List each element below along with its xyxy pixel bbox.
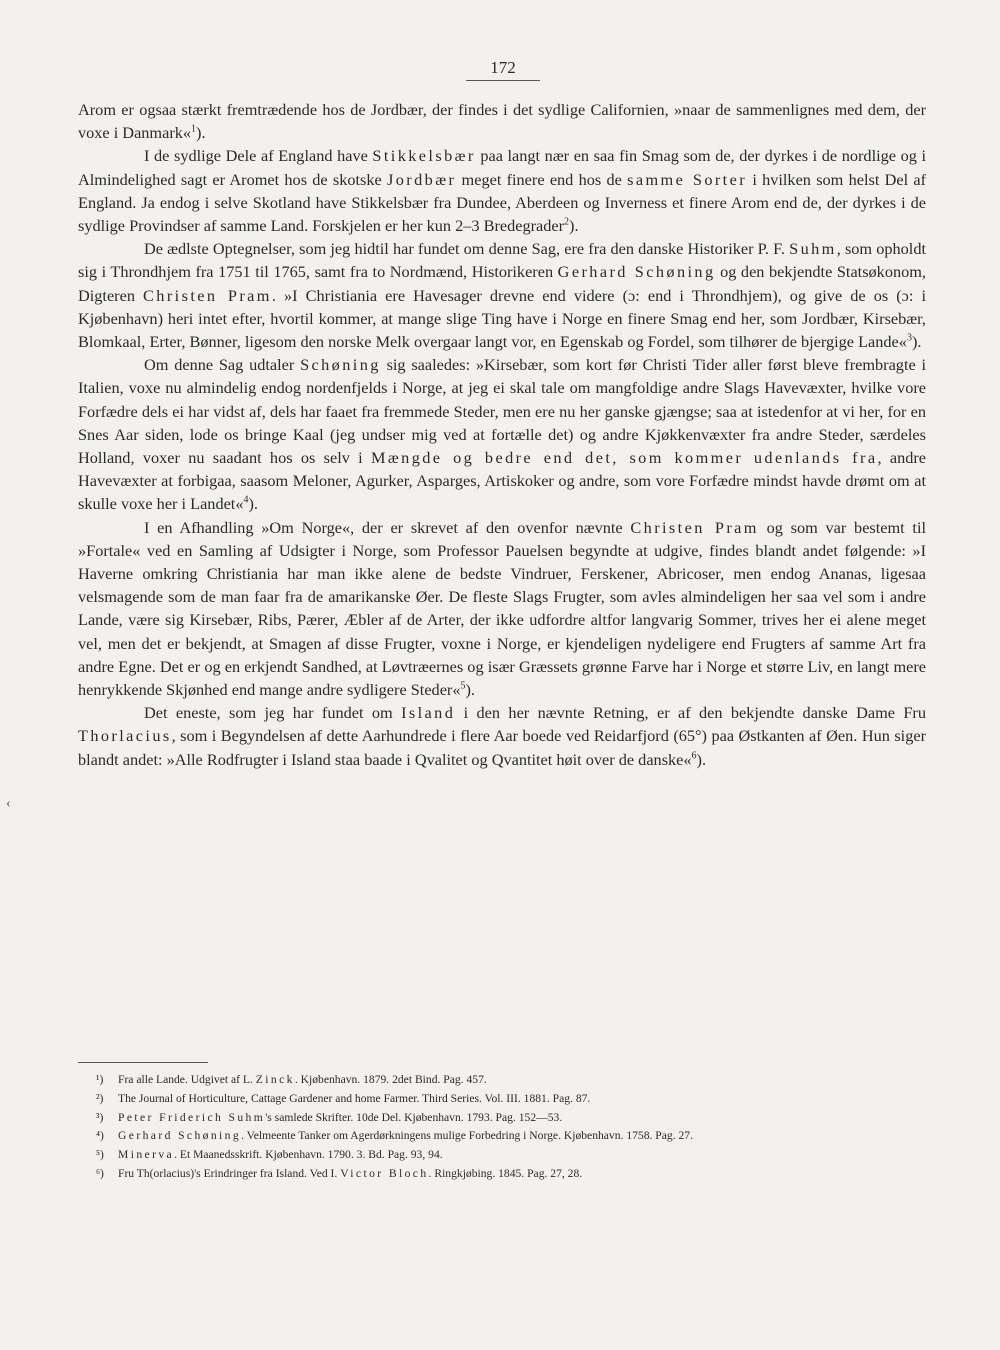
text-run: meget finere end hos de xyxy=(456,169,628,189)
text-run: Om denne Sag udtaler xyxy=(144,355,301,375)
text-run: ). xyxy=(465,680,475,700)
spaced-name: Gerhard Schøning xyxy=(118,1129,242,1143)
text-run: Arom er ogsaa stærkt fremtrædende hos de Jordbær, der findes i det sydlige Californien, »naar de sammenlignes med dem, der voxe i Danmark« xyxy=(78,100,926,143)
footnote-list xyxy=(78,1071,926,1184)
text-run: 's samlede Skrifter. 10de Del. Kjøbenhavn. 1793. Pag. 152—53. xyxy=(265,1110,563,1124)
footnote-text xyxy=(118,1090,926,1109)
spaced-name: Gerhard Schøning xyxy=(557,262,716,282)
text-run: I en Afhandling »Om Norge«, der er skrevet af den ovenfor nævnte xyxy=(144,517,631,537)
text-run: I de sydlige Dele af England have xyxy=(144,146,373,166)
text-run: ). xyxy=(196,123,206,143)
paragraph xyxy=(78,701,926,771)
footnote-text xyxy=(118,1071,926,1090)
text-run: og som var bestemt til »Fortale« ved en Samling af Udsigter i Norge, som Professor Pauelsen begyndte at udgive, findes blandt andet følgende: »I Haverne omkring Christiania har man ikke alene de bedste Vindruer, Ferskener, Abricoser, men endog Ananas, ligesaa velsmagende som de man faar fra de amarikanske Øer. De fleste Slags Frugter, som avles almindeligen her saa vel som i andre Lande, være sig Kirsebær, Ribs, Pærer, Æbler af de Arter, der ikke udfordre altfor langvarig Sommer, trives her ei alene meget vel, men det er bekjendt, at Smagen af disse Frugter, voxne i Norge, er kjendeligen nydeligere end Frugters af samme Art fra andre Egne. Det er og en erkjendt Sandhed, at Løvtræernes og især Græssets grønne Farve har i Norge et større Liv, en langt mere henrykkende Skjønhed end mange andre sydligere Steder« xyxy=(78,517,927,700)
footnote xyxy=(78,1109,926,1128)
text-run: , andre Havevæxter at forbigaa, saasom Meloner, Agurker, Asparges, Artiskoker og andre, som vore Forfædre mindst havde drømt om at skulle voxe her i Landet« xyxy=(78,448,927,514)
text-run: . Et Maanedsskrift. Kjøbenhavn. 1790. 3. Bd. Pag. 93, 94. xyxy=(174,1148,443,1162)
text-run: i hvilken som helst Del af England. Ja endog i selve Skotland have Stikkelsbær fra Dundee, Aberdeen og Inverness et finere Arom end de, der dyrkes i de sydlige Provindser af samme Land. Forskjelen er her kun 2–3 Bredegrader xyxy=(78,169,927,236)
footnote-mark: ⁵) xyxy=(96,1148,104,1162)
footnote-mark: ⁴) xyxy=(96,1129,104,1143)
text-run: , som opholdt sig i Throndhjem fra 1751 til 1765, samt fra to Nordmænd, Historikeren xyxy=(78,239,926,282)
paragraph xyxy=(78,516,926,702)
text-run: og den bekjendte Statsøkonom, Digteren xyxy=(78,262,926,305)
footnote-ref: 5 xyxy=(460,680,466,692)
text-run: Fra alle Lande. Udgivet af L. xyxy=(118,1073,256,1086)
spaced-name: Thorlacius xyxy=(78,726,172,746)
text-run: , som i Begyndelsen af dette Aarhundrede i flere Aar boede ved Reidarfjord (65°) paa Østkanten af Øen. Hun siger blandt andet: »Alle Rodfrugter i Island staa baade i Qvalitet og Qvantitet høit over de danske« xyxy=(78,726,926,769)
text-run: De ædlste Optegnelser, som jeg hidtil har fundet om denne Sag, ere fra den danske Historiker P. F. xyxy=(144,239,790,259)
spaced-name: Mængde og bedre end det, som kommer udenlands fra xyxy=(371,448,878,468)
spaced-name: Suhm xyxy=(789,239,837,259)
text-run: . »I Christiania ere Havesager drevne end videre (ɔ: end i Throndhjem), og give de os (ɔ: i Kjøbenhavn) heri intet efter, hvortil kommer, at mange slige Ting have i Norge en finere Smag end her, som Jordbær, Kirsebær, Blomkaal, Erter, Bønner, ligesom den norske Melk overgaar langt vor, en Egenskab og Fordel, som tilhører de bjergige Lande« xyxy=(78,285,927,352)
spaced-name: Christen Pram xyxy=(630,517,759,537)
footnote xyxy=(78,1146,926,1165)
footnote-ref: 2 xyxy=(564,216,570,228)
text-run: ). xyxy=(248,494,258,514)
footnote-rule xyxy=(78,1062,208,1063)
text-run: Fru Th(orlacius)'s Erindringer fra Island. Ved I. xyxy=(118,1166,341,1180)
footnote xyxy=(78,1165,926,1184)
paragraph xyxy=(78,353,926,515)
footnote-ref: 3 xyxy=(906,332,912,344)
spaced-name: Victor Bloch xyxy=(340,1166,429,1180)
text-run: ). xyxy=(569,216,579,236)
paragraph xyxy=(78,144,926,237)
spaced-name: Peter Friderich Suhm xyxy=(118,1110,266,1124)
text-run: Det eneste, som jeg har fundet om xyxy=(144,703,402,723)
text-run: paa langt nær en saa fin Smag som de, der dyrkes i de nordlige og i Almindelighed sagt er Aromet hos de skotske xyxy=(78,146,926,189)
spaced-name: Stikkelsbær xyxy=(372,146,476,166)
footnote xyxy=(78,1071,926,1090)
text-run: ). xyxy=(911,332,922,352)
body-text xyxy=(78,98,926,771)
spaced-name: Island xyxy=(401,703,456,723)
footnote xyxy=(78,1127,926,1146)
footnote xyxy=(78,1090,926,1109)
paragraph xyxy=(78,237,926,353)
footnote-ref: 1 xyxy=(191,123,197,135)
text-run: i den her nævnte Retning, er af den bekjendte danske Dame Fru xyxy=(455,703,926,723)
text-run: . Velmeente Tanker om Agerdørkningens mulige Forbedring i Norge. Kjøbenhavn. 1758. Pag. 27. xyxy=(241,1129,693,1143)
text-run: . Ringkjøbing. 1845. Pag. 27, 28. xyxy=(428,1166,583,1180)
text-run: ). xyxy=(696,749,707,769)
footnote-text xyxy=(118,1109,926,1128)
footnotes xyxy=(78,1062,926,1184)
text-run: sig saaledes: »Kirsebær, som kort før Christi Tider aller først bleve frembragte i Italien, voxe nu almindelig endog nordenfjelds i Norge, at jeg ei skal tale om mangfoldige andre Slags Havevæxter, hvilke vore Forfædre dels ei har vidst af, dels har faaet fra fremmede Steder, men ere nu her ganske gjængse; saa at istedenfor at vi her, for en Snes Aar siden, lode os bringe Kaal (jeg undser mig ved at fortælle det) og andre Kjøkkenvæxter fra andre Steder, særdeles Holland, voxer nu saadant hos os selv i xyxy=(78,355,926,468)
spaced-name: Jordbær xyxy=(387,169,457,189)
footnote-ref: 6 xyxy=(691,750,697,762)
text-run: The Journal of Horticulture, Cattage Gardener and home Farmer. Third Series. Vol. III. 1881. Pag. 87. xyxy=(118,1091,591,1105)
footnote-text xyxy=(118,1127,926,1146)
footnote-ref: 4 xyxy=(243,495,249,507)
footnote-text xyxy=(118,1165,926,1184)
footnote-mark: ³) xyxy=(96,1110,104,1124)
footnote-mark: ¹) xyxy=(96,1073,104,1086)
footnote-mark: ⁶) xyxy=(96,1166,104,1180)
footnote-mark: ²) xyxy=(96,1091,104,1105)
spaced-name: samme Sorter xyxy=(627,169,748,189)
spaced-name: Christen Pram xyxy=(143,285,272,305)
spaced-name: Zinck xyxy=(255,1073,295,1086)
footnote-text xyxy=(118,1146,926,1165)
spaced-name: Schøning xyxy=(300,355,381,375)
spaced-name: Minerva xyxy=(118,1148,175,1162)
text-run: . Kjøbenhavn. 1879. 2det Bind. Pag. 457. xyxy=(294,1073,487,1086)
page-number: 172 xyxy=(466,58,540,81)
margin-mark: ‹ xyxy=(6,796,11,811)
paragraph xyxy=(78,98,926,144)
